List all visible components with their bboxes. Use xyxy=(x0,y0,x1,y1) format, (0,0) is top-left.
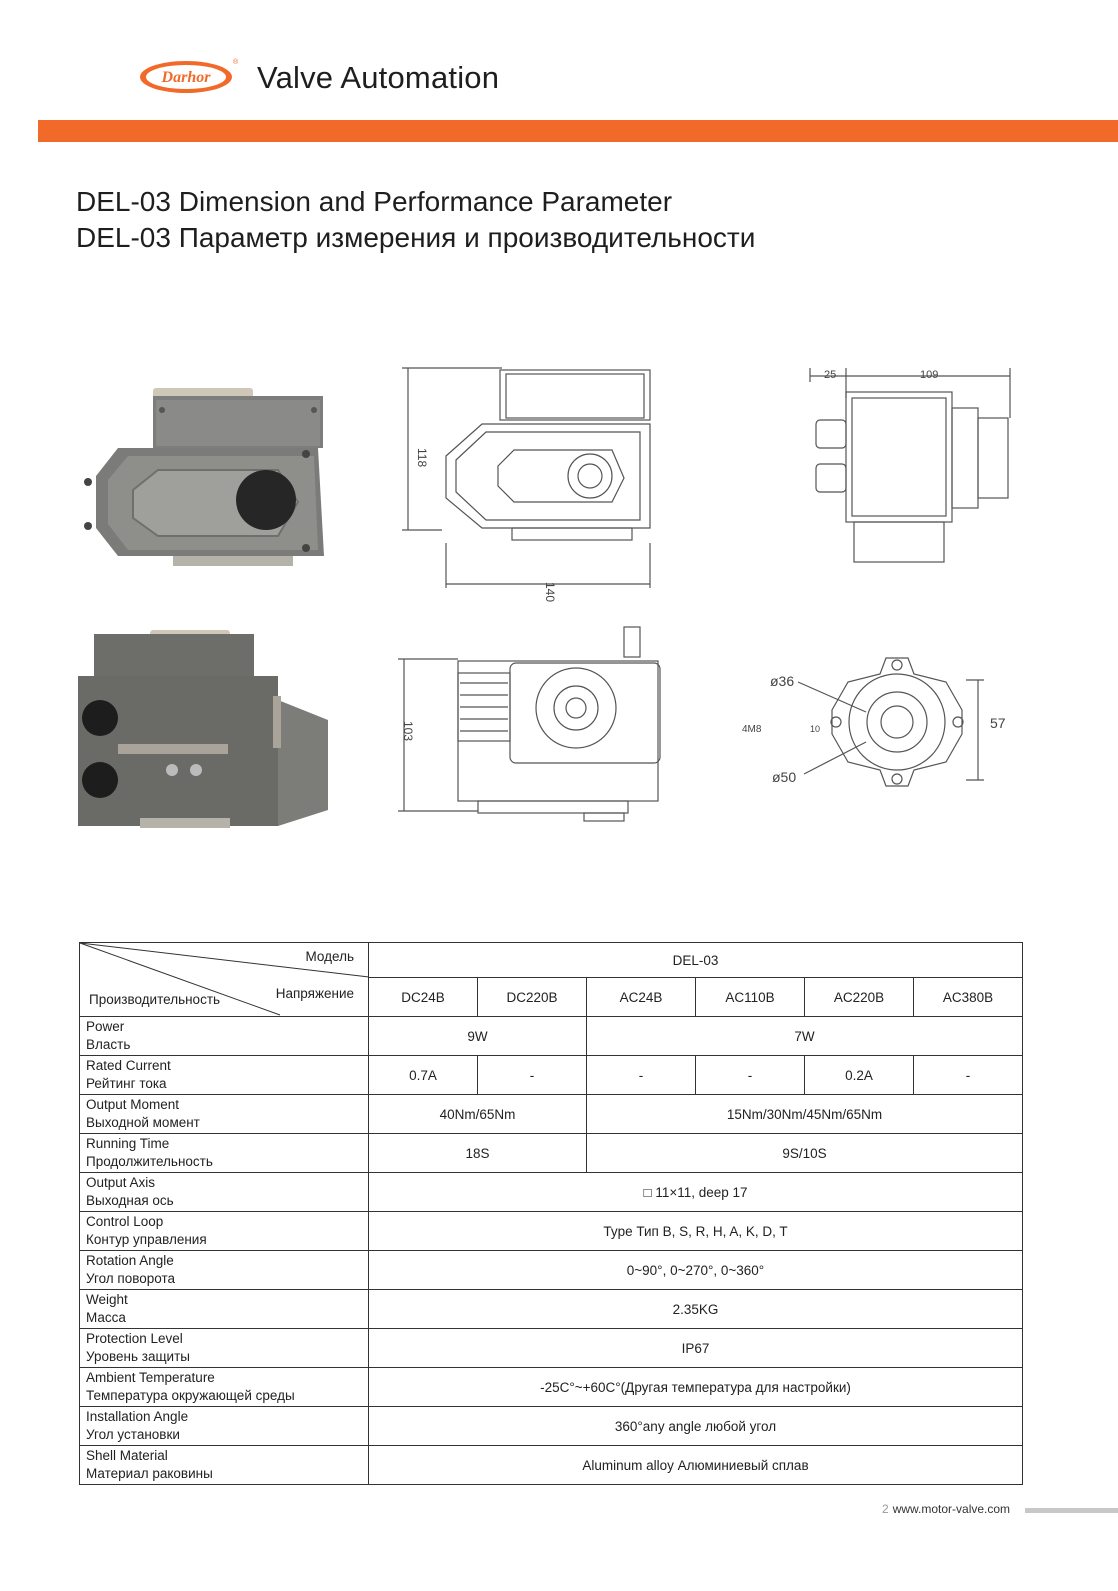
value-cell: Aluminum alloy Алюминиевый сплав xyxy=(369,1446,1023,1485)
voltage-header: DC220B xyxy=(478,978,587,1017)
actuator-photo-top xyxy=(78,378,328,578)
voltage-header: AC110B xyxy=(696,978,805,1017)
brand-title: Valve Automation xyxy=(257,60,500,95)
dim-d36: ø36 xyxy=(770,673,795,689)
table-row xyxy=(80,1173,1023,1212)
value-cell: 18S xyxy=(369,1134,587,1173)
corner-voltage-label: Напряжение xyxy=(275,986,354,1001)
row-label-temp: Ambient Temperature Температура окружающей среды xyxy=(80,1368,369,1407)
dimension-drawing-top xyxy=(402,368,662,608)
value-cell: 40Nm/65Nm xyxy=(369,1095,587,1134)
value-cell: 2.35KG xyxy=(369,1290,1023,1329)
page-footer xyxy=(882,1502,1010,1516)
voltage-header: AC24B xyxy=(587,978,696,1017)
spec-table xyxy=(79,942,1023,1485)
row-label-weight: Weight Масса xyxy=(80,1290,369,1329)
page-title-ru: DEL-03 Параметр измерения и производительности xyxy=(76,222,756,253)
value-cell: 0~90°, 0~270°, 0~360° xyxy=(369,1251,1023,1290)
dimension-drawing-side xyxy=(806,368,1026,578)
row-label-shell: Shell Material Материал раковины xyxy=(80,1446,369,1485)
page-header xyxy=(0,0,1118,150)
row-label-axis: Output Axis Выходная ось xyxy=(80,1173,369,1212)
value-cell: IP67 xyxy=(369,1329,1023,1368)
voltage-header: AC380B xyxy=(914,978,1023,1017)
row-label-time: Running Time Продолжительность xyxy=(80,1134,369,1173)
value-cell: 7W xyxy=(587,1017,1023,1056)
dim-109: 109 xyxy=(920,369,939,381)
row-label-power: Power Власть xyxy=(80,1017,369,1056)
header-accent-bar xyxy=(38,120,1118,142)
dim-10: 10 xyxy=(810,724,821,734)
value-cell: 0.2A xyxy=(805,1056,914,1095)
dim-57: 57 xyxy=(990,715,1006,731)
value-cell: □ 11×11, deep 17 xyxy=(369,1173,1023,1212)
dim-103: 103 xyxy=(401,721,415,742)
dim-d50: ø50 xyxy=(772,769,797,785)
corner-performance-label: Производительность xyxy=(89,992,221,1007)
logo-text: Darhor xyxy=(161,69,211,86)
table-row xyxy=(80,943,1023,978)
dimension-drawing-front xyxy=(398,625,678,825)
value-cell: 9S/10S xyxy=(587,1134,1023,1173)
dim-140: 140 xyxy=(543,582,557,603)
dim-25: 25 xyxy=(824,369,837,381)
voltage-header: AC220B xyxy=(805,978,914,1017)
table-row xyxy=(80,1368,1023,1407)
value-cell: Type Тип B, S, R, H, A, K, D, T xyxy=(369,1212,1023,1251)
value-cell: - xyxy=(696,1056,805,1095)
table-row xyxy=(80,1017,1023,1056)
table-row xyxy=(80,1056,1023,1095)
value-cell: 360°any angle любой угол xyxy=(369,1407,1023,1446)
table-row xyxy=(80,1212,1023,1251)
footer-url[interactable]: www.motor-valve.com xyxy=(892,1502,1011,1516)
value-cell: -25C°~+60C°(Другая температура для настройки) xyxy=(369,1368,1023,1407)
row-label-protection: Protection Level Уровень защиты xyxy=(80,1329,369,1368)
row-label-current: Rated Current Рейтинг тока xyxy=(80,1056,369,1095)
footer-bar xyxy=(1025,1508,1118,1513)
row-label-angle: Rotation Angle Угол поворота xyxy=(80,1251,369,1290)
table-row xyxy=(80,1329,1023,1368)
value-cell: - xyxy=(587,1056,696,1095)
table-row xyxy=(80,1290,1023,1329)
darhor-logo xyxy=(139,58,237,94)
table-row xyxy=(80,1134,1023,1173)
model-cell: DEL-03 xyxy=(369,943,1023,978)
value-cell: - xyxy=(478,1056,587,1095)
value-cell: - xyxy=(914,1056,1023,1095)
actuator-photo-side xyxy=(78,630,328,830)
value-cell: 0.7A xyxy=(369,1056,478,1095)
dim-118: 118 xyxy=(415,448,429,468)
page-number: 2 xyxy=(882,1502,889,1516)
row-label-loop: Control Loop Контур управления xyxy=(80,1212,369,1251)
table-row xyxy=(80,1095,1023,1134)
value-cell: 15Nm/30Nm/45Nm/65Nm xyxy=(587,1095,1023,1134)
page-title-en: DEL-03 Dimension and Performance Parameter xyxy=(76,186,673,217)
value-cell: 9W xyxy=(369,1017,587,1056)
row-label-install: Installation Angle Угол установки xyxy=(80,1407,369,1446)
table-row xyxy=(80,1251,1023,1290)
table-row xyxy=(80,1446,1023,1485)
corner-model-label: Модель xyxy=(305,949,354,964)
dimension-drawing-flange xyxy=(736,650,1016,800)
registered-mark: ® xyxy=(233,59,239,66)
table-row xyxy=(80,1407,1023,1446)
voltage-header: DC24B xyxy=(369,978,478,1017)
dim-4m8: 4M8 xyxy=(742,724,762,735)
table-corner-header xyxy=(80,943,369,1017)
row-label-moment: Output Moment Выходной момент xyxy=(80,1095,369,1134)
